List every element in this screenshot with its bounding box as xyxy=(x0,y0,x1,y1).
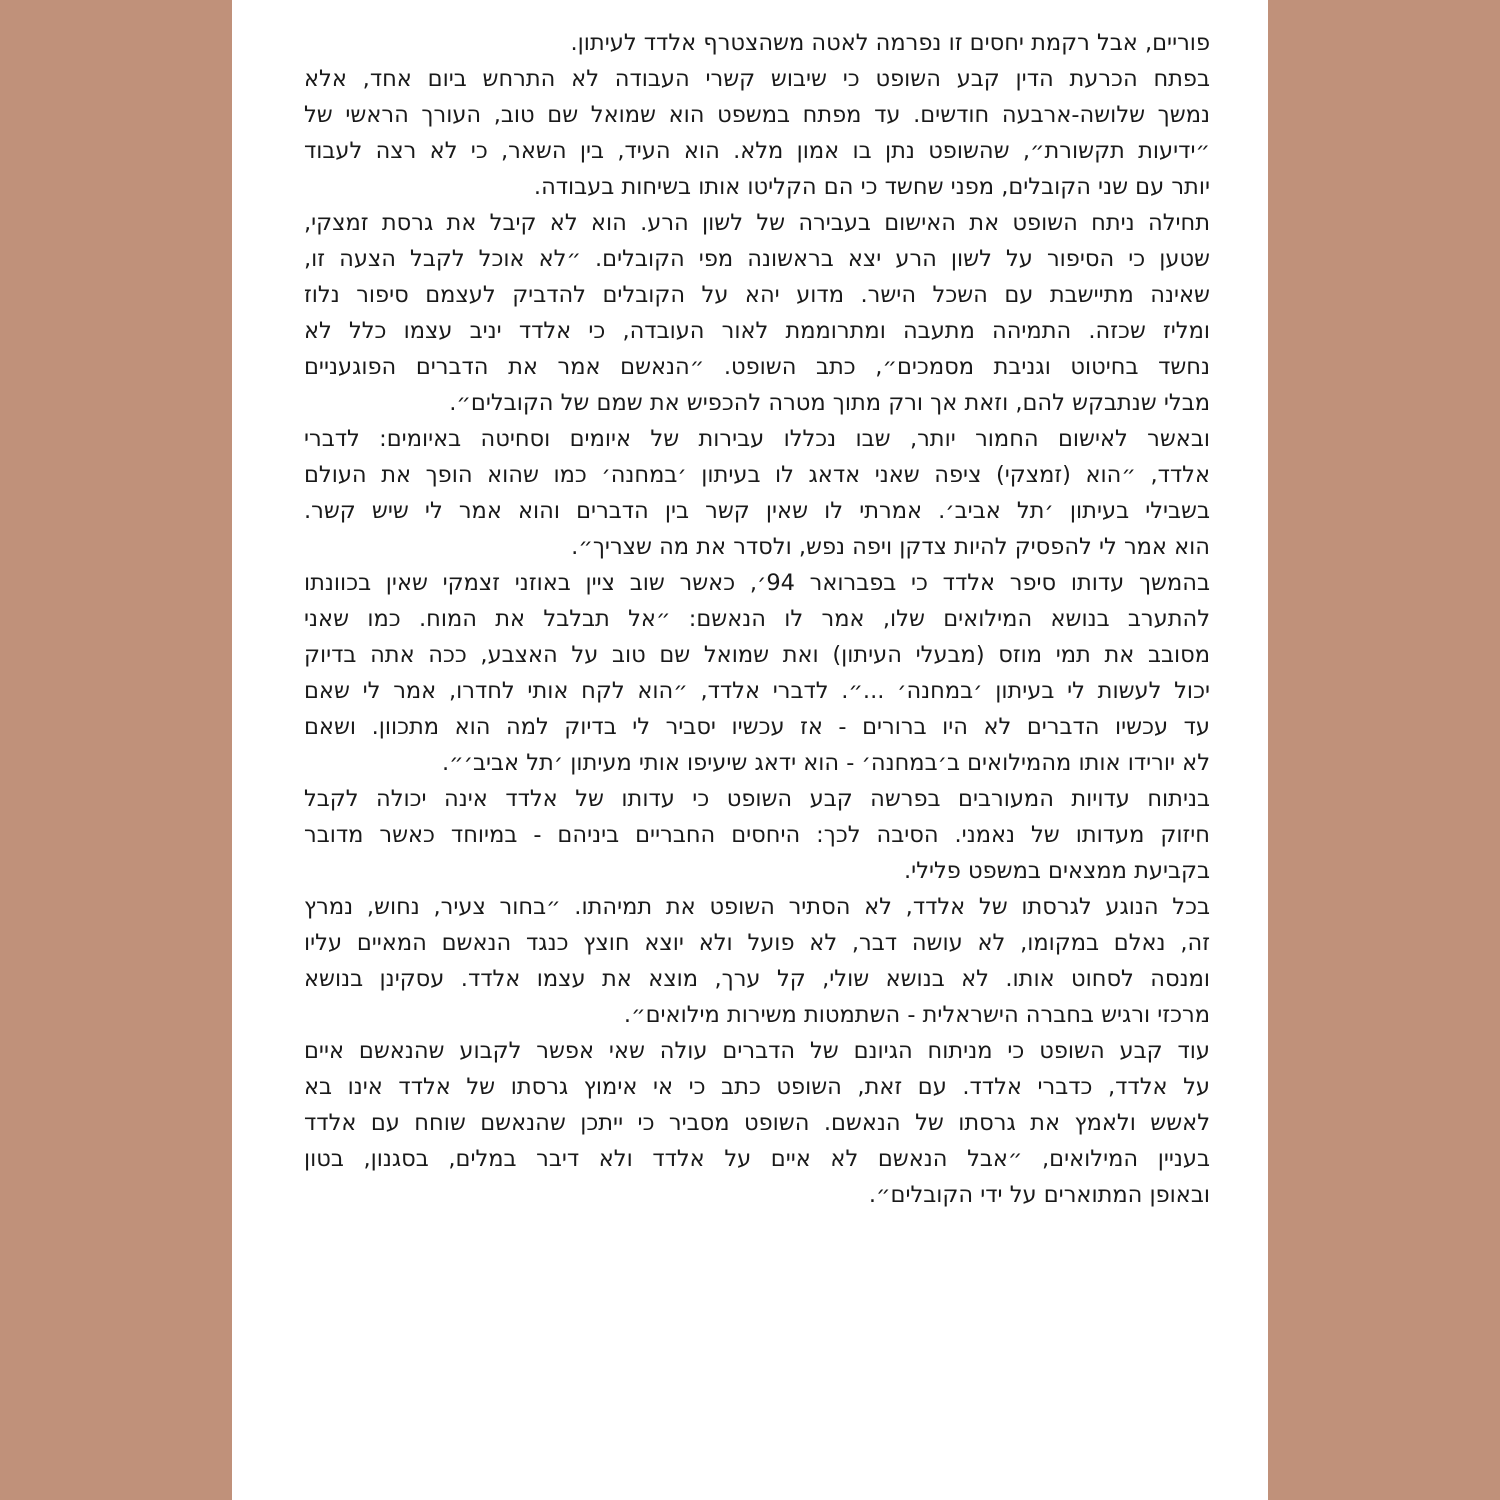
paragraph xyxy=(304,889,1210,1033)
article-body xyxy=(304,25,1210,1213)
text-line: בפתח הכרעת הדין קבע השופט כי שיבוש קשרי העבודה לא התרחש ביום אחד, אלא xyxy=(304,66,1210,92)
text-line: לאשש ולאמץ את גרסתו של הנאשם. השופט מסביר כי ייתכן שהנאשם שוחח עם אלדד xyxy=(304,1110,1210,1136)
text-line: עוד קבע השופט כי מניתוח הגיונם של הדברים עולה שאי אפשר לקבוע שהנאשם איים xyxy=(304,1038,1210,1064)
text-line: חיזוק מעדותו של נאמני. הסיבה לכך: היחסים החבריים ביניהם - במיוחד כאשר מדובר xyxy=(304,822,1210,848)
text-line: ומנסה לסחוט אותו. לא בנושא שולי, קל ערך, מוצא את עצמו אלדד. עסקינן בנושא xyxy=(304,966,1210,992)
text-line: נחשד בחיטוט וגניבת מסמכים״, כתב השופט. ״הנאשם אמר את הדברים הפוגעניים xyxy=(304,354,1210,380)
text-line: בהמשך עדותו סיפר אלדד כי בפברואר 94׳, כאשר שוב ציין באוזני זצמקי שאין בכוונתו xyxy=(304,570,1210,596)
text-line: בשבילי בעיתון ׳תל אביב׳. אמרתי לו שאין קשר בין הדברים והוא אמר לי שיש קשר. xyxy=(304,498,1210,524)
text-line: ומליז שכזה. התמיהה מתעבה ומתרוממת לאור העובדה, כי אלדד יניב עצמו כלל לא xyxy=(304,318,1210,344)
text-line: שטען כי הסיפור על לשון הרע יצא בראשונה מפי הקובלים. ״לא אוכל לקבל הצעה זו, xyxy=(304,246,1210,272)
text-line: להתערב בנושא המילואים שלו, אמר לו הנאשם: ״אל תבלבל את המוח. כמו שאני xyxy=(304,606,1210,632)
paragraph xyxy=(304,61,1210,205)
text-line: בכל הנוגע לגרסתו של אלדד, לא הסתיר השופט את תמיהתו. ״בחור צעיר, נחוש, נמרץ xyxy=(304,894,1210,920)
paragraph xyxy=(304,25,1210,61)
text-line: ובאופן המתוארים על ידי הקובלים״. xyxy=(868,1182,1210,1208)
text-line: תחילה ניתח השופט את האישום בעבירה של לשון הרע. הוא לא קיבל את גרסת זמצקי, xyxy=(304,210,1210,236)
paragraph xyxy=(304,1033,1210,1213)
text-line: הוא אמר לי להפסיק להיות צדקן ויפה נפש, ולסדר את מה שצריך״. xyxy=(571,534,1210,560)
text-line: מסובב את תמי מוזס (מבעלי העיתון) ואת שמואל שם טוב על האצבע, ככה אתה בדיוק xyxy=(304,642,1210,668)
text-line: נמשך שלושה-ארבעה חודשים. עד מפתח במשפט הוא שמואל שם טוב, העורך הראשי של xyxy=(304,102,1210,128)
text-line: פוריים, אבל רקמת יחסים זו נפרמה לאטה משהצטרף אלדד לעיתון. xyxy=(570,30,1210,56)
text-line: ״ידיעות תקשורת״, שהשופט נתן בו אמון מלא. הוא העיד, בין השאר, כי לא רצה לעבוד xyxy=(304,138,1210,164)
text-line: שאינה מתיישבת עם השכל הישר. מדוע יהא על הקובלים להדביק לעצמם סיפור נלוז xyxy=(304,282,1210,308)
text-line: אלדד, ״הוא (זמצקי) ציפה שאני אדאג לו בעיתון ׳במחנה׳ כמו שהוא הופך את העולם xyxy=(304,462,1210,488)
paragraph xyxy=(304,421,1210,565)
paragraph xyxy=(304,205,1210,421)
text-line: מרכזי ורגיש בחברה הישראלית - השתמטות משירות מילואים״. xyxy=(623,1002,1210,1028)
text-line: יותר עם שני הקובלים, מפני שחשד כי הם הקליטו אותו בשיחות בעבודה. xyxy=(533,174,1210,200)
paragraph xyxy=(304,565,1210,781)
text-line: זה, נאלם במקומו, לא עושה דבר, לא פועל ולא יוצא חוצץ כנגד הנאשם המאיים עליו xyxy=(304,930,1210,956)
text-line: יכול לעשות לי בעיתון ׳במחנה׳ ...״. לדברי אלדד, ״הוא לקח אותי לחדרו, אמר לי שאם xyxy=(304,678,1210,704)
text-line: בניתוח עדויות המעורבים בפרשה קבע השופט כי עדותו של אלדד אינה יכולה לקבל xyxy=(304,786,1210,812)
text-line: ובאשר לאישום החמור יותר, שבו נכללו עבירות של איומים וסחיטה באיומים: לדברי xyxy=(304,426,1210,452)
paragraph xyxy=(304,781,1210,889)
scanned-page xyxy=(232,0,1268,1500)
text-line: לא יורידו אותו מהמילואים ב׳במחנה׳ - הוא ידאג שיעיפו אותי מעיתון ׳תל אביב׳״. xyxy=(441,750,1210,776)
text-line: עד עכשיו הדברים לא היו ברורים - אז עכשיו יסביר לי בדיוק למה הוא מתכוון. ושאם xyxy=(304,714,1210,740)
text-line: בקביעת ממצאים במשפט פלילי. xyxy=(904,858,1210,884)
text-line: על אלדד, כדברי אלדד. עם זאת, השופט כתב כי אי אימוץ גרסתו של אלדד אינו בא xyxy=(304,1074,1210,1100)
text-line: מבלי שנתבקש להם, וזאת אך ורק מתוך מטרה להכפיש את שמם של הקובלים״. xyxy=(449,390,1210,416)
text-line: בעניין המילואים, ״אבל הנאשם לא איים על אלדד ולא דיבר במלים, בסגנון, בטון xyxy=(304,1146,1210,1172)
